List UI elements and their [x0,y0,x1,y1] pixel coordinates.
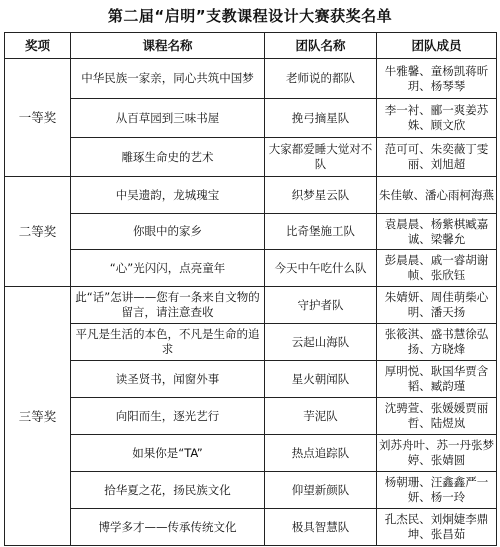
team-name: 芋泥队 [265,398,377,435]
table-row [5,59,497,99]
team-name: 挽弓摘星队 [265,99,377,138]
award-third-prize: 三等奖 [5,287,71,546]
table-row [5,435,497,472]
table-header-row [5,33,497,59]
course-name: 中华民族一家亲，同心共筑中国梦 [71,59,265,99]
table-row [5,509,497,546]
team-members: 张筱淇、盛书慧徐弘扬、方晓烽 [377,324,497,361]
team-name: 老师说的都队 [265,59,377,99]
page-title: 第二届“启明”支教课程设计大赛获奖名单 [107,7,393,25]
course-name: 读圣贤书，闻窗外事 [71,361,265,398]
course-name: 博学多才——传承传统文化 [71,509,265,546]
table-row [5,177,497,214]
team-members: 朱婧妍、周佳萌柴心明、潘天扬 [377,287,497,324]
course-name: 拾华夏之花，扬民族文化 [71,472,265,509]
awards-table [4,32,497,546]
course-name: 此“话”怎讲——您有一条来自文物的留言，请注意查收 [71,287,265,324]
course-name: 中吴遗韵，龙城瑰宝 [71,177,265,214]
team-name: 云起山海队 [265,324,377,361]
team-members: 沈骋萱、张媛媛贾丽哲、陆煜岚 [377,398,497,435]
team-name: 大家都爱睡大觉对不队 [265,138,377,177]
table-row [5,324,497,361]
team-members: 袁晨晨、杨紫棋臧嘉诚、梁馨允 [377,214,497,250]
team-name: 极具智慧队 [265,509,377,546]
team-name: 比奇堡施工队 [265,214,377,250]
team-members: 孔杰民、刘炯婕李鼎坤、张昌茹 [377,509,497,546]
team-members: 刘苏舟叶、苏一丹张梦婷、张婧圆 [377,435,497,472]
team-name: 今天中午吃什么队 [265,250,377,287]
table-row [5,472,497,509]
team-members: 朱佳敏、潘心雨柯海燕 [377,177,497,214]
team-members: 范可可、朱奕薇丁雯丽、刘旭超 [377,138,497,177]
header-award: 奖项 [5,33,71,59]
team-members: 杨朝珊、汪鑫鑫严一妍、杨一玲 [377,472,497,509]
table-row [5,287,497,324]
table-row [5,361,497,398]
header-team: 团队名称 [265,33,377,59]
team-name: 织梦星云队 [265,177,377,214]
award-first-prize: 一等奖 [5,59,71,177]
table-row [5,138,497,177]
header-members: 团队成员 [377,33,497,59]
table-row [5,250,497,287]
team-members: 李一衬、郦一爽姜苏姝、顾文欣 [377,99,497,138]
award-second-prize: 二等奖 [5,177,71,287]
team-members: 厚明悦、耿国华贾含韬、臧韵瑾 [377,361,497,398]
header-course: 课程名称 [71,33,265,59]
course-name: 你眼中的家乡 [71,214,265,250]
team-name: 星火朝闻队 [265,361,377,398]
course-name: 从百草园到三味书屋 [71,99,265,138]
team-name: 热点追踪队 [265,435,377,472]
team-name: 仰望新颜队 [265,472,377,509]
team-members: 彭晨晨、戚一睿胡谢帧、张欣钰 [377,250,497,287]
course-name: 向阳而生，逐光艺行 [71,398,265,435]
course-name: 平凡是生活的本色，不凡是生命的追求 [71,324,265,361]
course-name: “心”光闪闪，点亮童年 [71,250,265,287]
team-members: 牛雅馨、童杨凯蒋昕玥、杨琴琴 [377,59,497,99]
team-name: 守护者队 [265,287,377,324]
table-row [5,214,497,250]
table-row [5,398,497,435]
table-row [5,99,497,138]
course-name: 如果你是“TA” [71,435,265,472]
course-name: 雕琢生命史的艺术 [71,138,265,177]
